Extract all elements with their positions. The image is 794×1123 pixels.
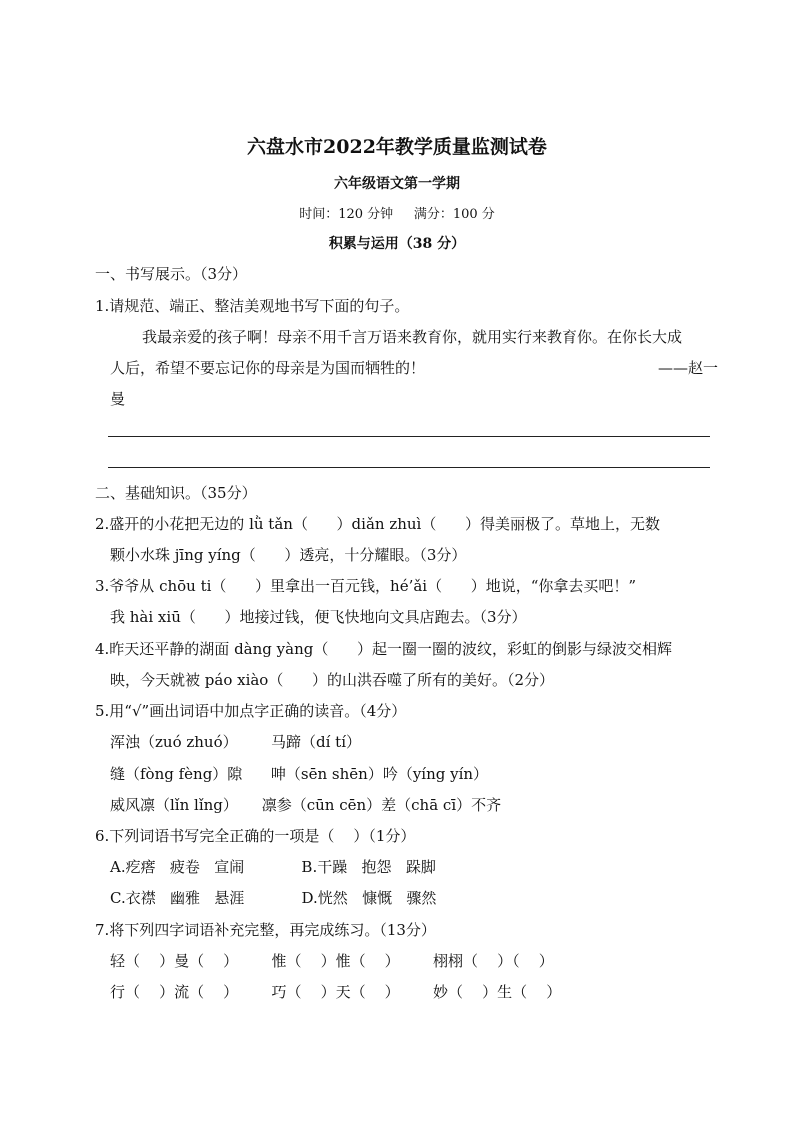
part1-heading: 一、书写展示。（3分） <box>95 265 248 283</box>
exam-meta: 时间：120 分钟 满分：100 分 <box>299 207 495 222</box>
section-title: 积累与运用（38 分） <box>328 236 466 252</box>
passage-line-2: 人后，希望不要忘记你的母亲是为国而牺牲的！ <box>110 359 426 377</box>
question-6-row-1: A.疙瘩 疲卷 宣闹 B.干躁 抱怨 跺脚 <box>110 858 436 876</box>
question-5-row-1: 浑浊（zuó zhuó） 马蹄（dí tí） <box>110 733 361 751</box>
writing-line-1[interactable] <box>108 436 710 437</box>
exam-subtitle: 六年级语文第一学期 <box>334 176 460 192</box>
passage-signature-cont: 曼 <box>110 390 126 408</box>
writing-line-2[interactable] <box>108 467 710 468</box>
question-6: 6.下列词语书写完全正确的一项是（ ）（1分） <box>95 827 416 845</box>
question-7: 7.将下列四字词语补充完整，再完成练习。（13分） <box>95 921 436 939</box>
question-5: 5.用“√”画出词语中加点字正确的读音。（4分） <box>95 702 407 720</box>
question-7-row-1: 轻（ ）曼（ ） 惟（ ）惟（ ） 栩栩（ ）（ ） <box>110 952 554 970</box>
question-4-line-2: 映，今天就被 páo xiào（ ）的山洪吞噬了所有的美好。（2分） <box>110 671 554 689</box>
passage-line-1: 我最亲爱的孩子啊！母亲不用千言万语来教育你，就用实行来教育你。在你长大成 <box>142 328 683 346</box>
passage-signature: ——赵一 <box>657 359 718 377</box>
exam-title: 六盘水市2022年教学质量监测试卷 <box>247 136 547 158</box>
question-4-line-1: 4.昨天还平静的湖面 dàng yàng（ ）起一圈一圈的波纹，彩虹的倒影与绿波交相辉 <box>95 640 672 658</box>
question-1: 1.请规范、端正、整洁美观地书写下面的句子。 <box>95 297 410 315</box>
part2-heading: 二、基础知识。（35分） <box>95 484 257 502</box>
question-3-line-1: 3.爷爷从 chōu ti（ ）里拿出一百元钱，hé’ǎi（ ）地说，“你拿去买吧！” <box>95 577 637 595</box>
question-5-row-3: 威风凛（lǐn lǐng） 凛参（cūn cēn）差（chā cī）不齐 <box>110 796 502 814</box>
question-5-row-2: 缝（fòng fèng）隙 呻（sēn shēn）吟（yíng yín） <box>110 765 489 783</box>
question-6-row-2: C.衣襟 幽雅 悬涯 D.恍然 慷慨 骤然 <box>110 889 437 907</box>
question-7-row-2: 行（ ）流（ ） 巧（ ）天（ ） 妙（ ）生（ ） <box>110 983 562 1001</box>
question-2-line-2: 颗小水珠 jīng yíng（ ）透亮，十分耀眼。（3分） <box>110 546 467 564</box>
question-2-line-1: 2.盛开的小花把无边的 lǜ tǎn（ ）diǎn zhuì（ ）得美丽极了。草地上，无数 <box>95 515 660 533</box>
question-3-line-2: 我 hài xiū（ ）地接过钱，便飞快地向文具店跑去。（3分） <box>110 608 527 626</box>
